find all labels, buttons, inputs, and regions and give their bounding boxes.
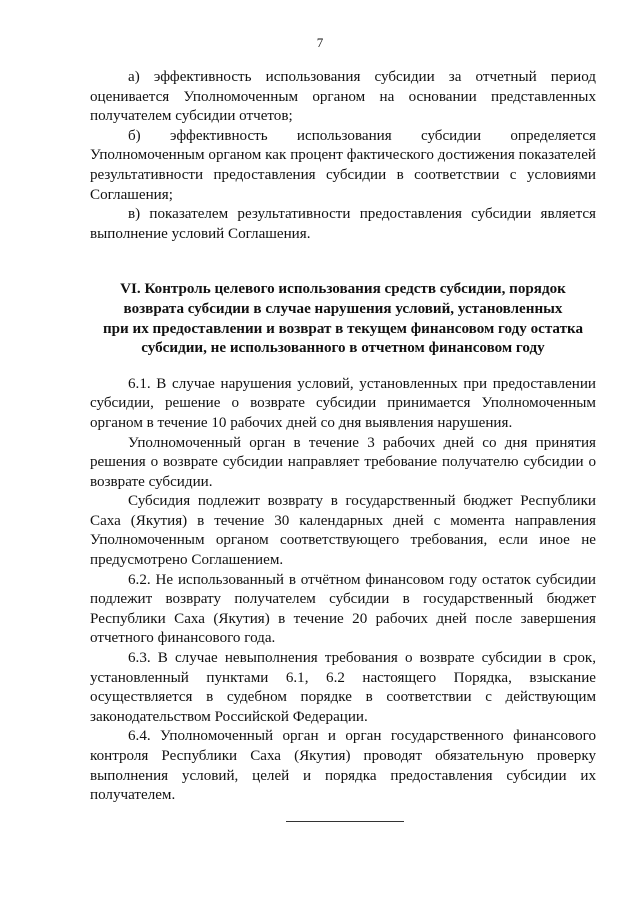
- paragraph-b: б) эффективность использования субсидии определяется Уполномоченным органом как процент фактического достижения показателей результативности предоставления субсидии в соответствии с условиями Соглашения;: [90, 127, 596, 203]
- document-body: [90, 68, 596, 806]
- section-heading-line: при их предоставлении и возврат в текущем финансовом году остатка: [102, 320, 584, 337]
- paragraph-6-2: 6.2. Не использованный в отчётном финансовом году остаток субсидии подлежит возврату получателем субсидии в государственный бюджет Республики Саха (Якутия) в течение 20 рабочих дней после завершения отчетного финансового года.: [90, 571, 596, 647]
- paragraph-a: а) эффективность использования субсидии за отчетный период оценивается Уполномоченным органом на основании представленных получателем субсидии отчетов;: [90, 69, 596, 125]
- end-separator-line: [286, 821, 404, 822]
- paragraph-6-4: 6.4. Уполномоченный орган и орган государственного финансового контроля Республики Саха (Якутия) проводят обязательную проверку выполнения условий, целей и порядка предоставления субсидии их получателем.: [90, 728, 596, 804]
- paragraph-6-1: 6.1. В случае нарушения условий, установленных при предоставлении субсидии, решение о возврате субсидии принимается Уполномоченным органом в течение 10 рабочих дней со дня выявления нарушения.: [90, 375, 596, 431]
- paragraph-6-3: 6.3. В случае невыполнения требования о возврате субсидии в срок, установленный пунктами 6.1, 6.2 настоящего Порядка, взыскание осуществляется в судебном порядке в соответствии с действующим законодательством Российской Федерации.: [90, 650, 596, 725]
- section-heading-line: субсидии, не использованного в отчетном финансовом году: [141, 340, 545, 357]
- paragraph-6-1-notice: Уполномоченный орган в течение 3 рабочих дней со дня принятия решения о возврате субсидии направляет требование получателю субсидии о возврате субсидии.: [90, 434, 596, 490]
- page-number: 7: [316, 35, 324, 50]
- paragraph-c: в) показателем результативности предоставления субсидии является выполнение условий Соглашения.: [90, 206, 596, 242]
- paragraph-6-1-return: Субсидия подлежит возврату в государственный бюджет Республики Саха (Якутия) в течение 30 календарных дней с момента направления Уполномоченным органом соответствующего требования, если иное не предусмотрено Соглашением.: [90, 493, 596, 569]
- section-heading-line: возврата субсидии в случае нарушения условий, установленных: [123, 300, 563, 317]
- section-heading-line: VI. Контроль целевого использования средств субсидии, порядок: [120, 281, 566, 298]
- section-heading: [90, 280, 596, 358]
